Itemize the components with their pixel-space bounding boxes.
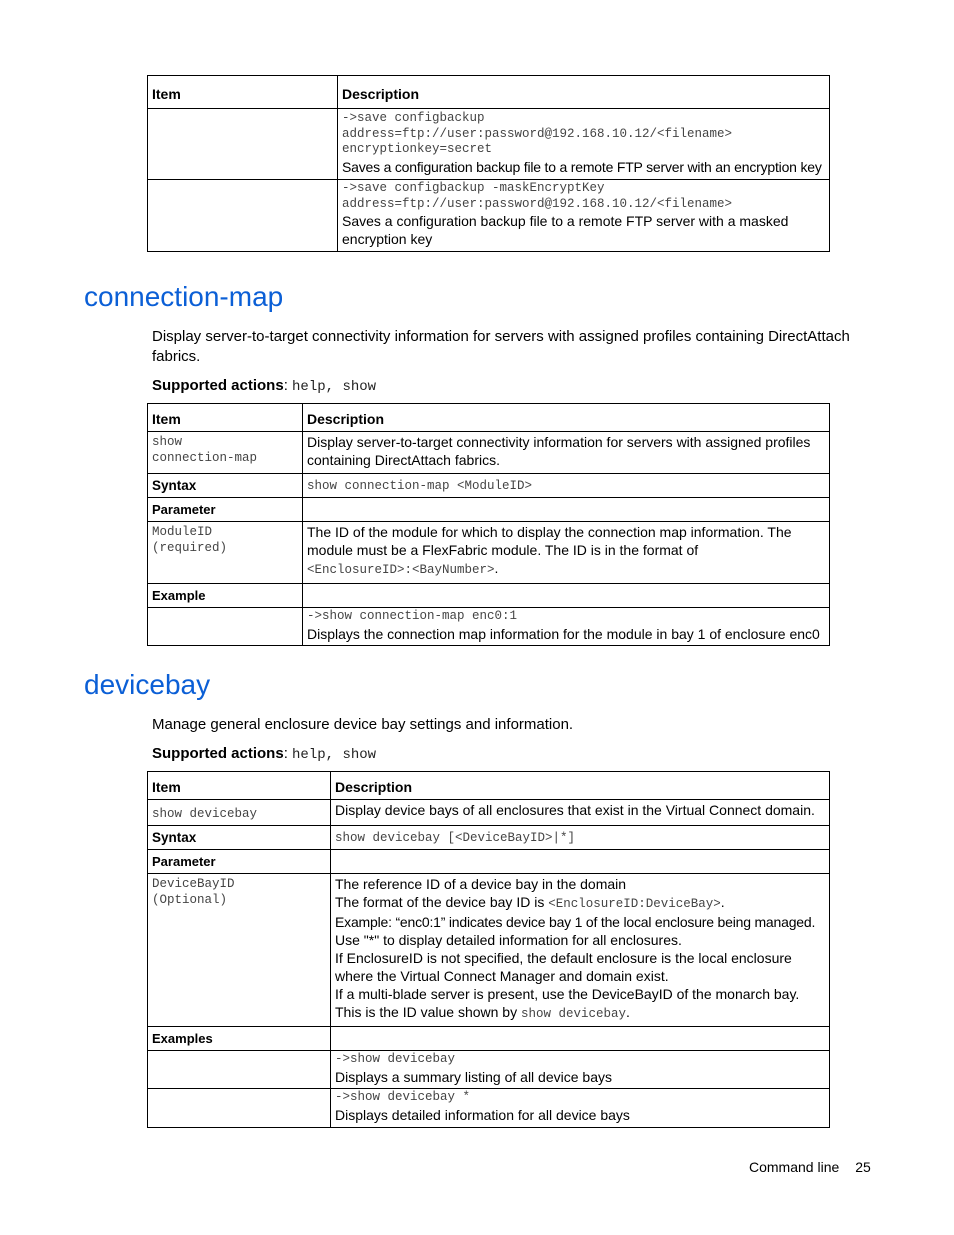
empty-cell: [148, 608, 303, 646]
inline-command: show devicebay: [520, 1007, 627, 1021]
supported-actions-label: Supported actions: [152, 377, 284, 394]
syntax-label: Syntax: [148, 474, 303, 498]
column-header-item: Item: [148, 772, 331, 800]
command-description: Saves a configuration backup file to a remote FTP server with a masked encryption key: [342, 213, 789, 247]
item-cell: [148, 800, 331, 826]
empty-cell: [303, 584, 830, 608]
parameter-name: ModuleID: [152, 525, 213, 539]
empty-cell: [331, 850, 830, 874]
parameter-label: Parameter: [148, 498, 303, 522]
devicebay-table: [147, 771, 830, 1128]
section-intro: Display server-to-target connectivity information for servers with assigned profiles containing DirectAttach fabrics.: [152, 328, 850, 365]
section-title-devicebay: devicebay: [84, 669, 211, 700]
supported-actions-values: help, show: [292, 379, 377, 395]
footer-section: Command line: [749, 1159, 840, 1175]
table-row: [148, 850, 830, 874]
command-example: address=ftp://user:password@192.168.10.12/<filename>: [342, 126, 733, 141]
separator: :: [283, 377, 293, 394]
table-row: [148, 584, 830, 608]
example-description: Displays a summary listing of all device bays: [335, 1068, 612, 1085]
param-description: The ID of the module for which to display the connection map information. The module must be a FlexFabric module. The ID is in the format of: [307, 524, 792, 558]
syntax-label: Syntax: [148, 826, 331, 850]
param-line: Example: “enc0:1” indicates device bay 1 of the local enclosure being managed.: [335, 914, 816, 930]
param-format-code: <EnclosureID:DeviceBay>: [548, 897, 721, 911]
section-intro: Manage general enclosure device bay settings and information.: [152, 716, 574, 733]
param-text: The format of the device bay ID is: [335, 894, 549, 910]
item-cell: [148, 109, 338, 180]
syntax-cell: [331, 826, 830, 850]
table-row: [148, 498, 830, 522]
punctuation: .: [494, 560, 499, 576]
param-line: The reference ID of a device bay in the domain: [335, 876, 627, 892]
supported-actions-label: Supported actions: [152, 745, 284, 762]
item-cell: [148, 180, 338, 252]
table-row: [148, 1089, 830, 1128]
table-row: [148, 1027, 830, 1051]
command-name: show devicebay: [152, 807, 258, 821]
parameter-qualifier: (Optional): [152, 892, 228, 907]
table-row: [148, 109, 830, 180]
config-backup-table: [147, 75, 830, 252]
command-example: encryptionkey=secret: [342, 142, 493, 156]
command-name: connection-map: [152, 450, 258, 465]
syntax-code: show connection-map <ModuleID>: [307, 479, 533, 493]
column-header-item: Item: [148, 76, 338, 109]
table-row: [148, 608, 830, 646]
param-line: [335, 985, 825, 1023]
examples-label: Examples: [148, 1027, 331, 1051]
example-cell: [331, 1051, 830, 1089]
example-cell: [331, 1089, 830, 1128]
table-row: [148, 800, 830, 826]
supported-actions-values: help, show: [292, 747, 377, 763]
param-cell: [148, 522, 303, 584]
page-footer: [749, 1159, 871, 1175]
example-label: Example: [148, 584, 303, 608]
punctuation: .: [626, 1004, 630, 1020]
table-row: [148, 180, 830, 252]
syntax-cell: [303, 474, 830, 498]
parameter-name: DeviceBayID: [152, 877, 235, 891]
param-description-cell: [331, 874, 830, 1027]
syntax-code: show devicebay [<DeviceBayID>|*]: [335, 831, 576, 845]
empty-cell: [303, 498, 830, 522]
column-header-description: Description: [331, 772, 830, 800]
command-example: ->save configbackup -maskEncryptKey: [342, 181, 605, 195]
command-description: Saves a configuration backup file to a remote FTP server with an encryption key: [342, 158, 822, 175]
command-name: show: [152, 435, 183, 449]
param-line: [335, 893, 825, 913]
param-format-code: <EnclosureID>:<BayNumber>: [307, 563, 495, 577]
description-cell: [338, 180, 830, 252]
command-example: address=ftp://user:password@192.168.10.12/<filename>: [342, 196, 733, 211]
supported-actions: [152, 745, 376, 763]
example-command: ->show devicebay *: [335, 1090, 471, 1104]
parameter-qualifier: (required): [152, 540, 228, 555]
param-cell: [148, 874, 331, 1027]
supported-actions: [152, 377, 376, 395]
empty-cell: [148, 1051, 331, 1089]
column-header-item: Item: [148, 404, 303, 432]
table-row: [148, 522, 830, 584]
param-line: If EnclosureID is not specified, the default enclosure is the local enclosure where the Virtual Connect Manager and domain exist.: [335, 950, 792, 984]
example-command: ->show devicebay: [335, 1052, 456, 1066]
example-command: ->show connection-map enc0:1: [307, 609, 518, 623]
punctuation: .: [720, 894, 725, 910]
description-cell: Display server-to-target connectivity information for servers with assigned profiles containing DirectAttach fabrics.: [303, 432, 830, 474]
param-line: Use "*" to display detailed information for all enclosures.: [335, 932, 682, 948]
item-cell: [148, 432, 303, 474]
table-row: [148, 432, 830, 474]
example-cell: [303, 608, 830, 646]
table-row: [148, 474, 830, 498]
description-cell: [338, 109, 830, 180]
section-title-connection-map: connection-map: [84, 281, 284, 312]
command-example: ->save configbackup: [342, 111, 485, 125]
param-text: If a multi-blade server is present, use the DeviceBayID of the monarch bay. This is the ID value shown by: [335, 986, 800, 1020]
parameter-label: Parameter: [148, 850, 331, 874]
description-cell: Display device bays of all enclosures that exist in the Virtual Connect domain.: [331, 800, 830, 826]
table-row: [148, 1051, 830, 1089]
connection-map-table: [147, 403, 830, 646]
empty-cell: [331, 1027, 830, 1051]
separator: :: [283, 745, 293, 762]
column-header-description: Description: [338, 76, 830, 109]
table-row: [148, 826, 830, 850]
column-header-description: Description: [303, 404, 830, 432]
page-number: 25: [855, 1159, 871, 1175]
table-row: [148, 874, 830, 1027]
example-description: Displays the connection map information for the module in bay 1 of enclosure enc0: [307, 625, 820, 642]
empty-cell: [148, 1089, 331, 1128]
example-description: Displays detailed information for all device bays: [335, 1106, 630, 1123]
param-description-cell: [303, 522, 830, 584]
